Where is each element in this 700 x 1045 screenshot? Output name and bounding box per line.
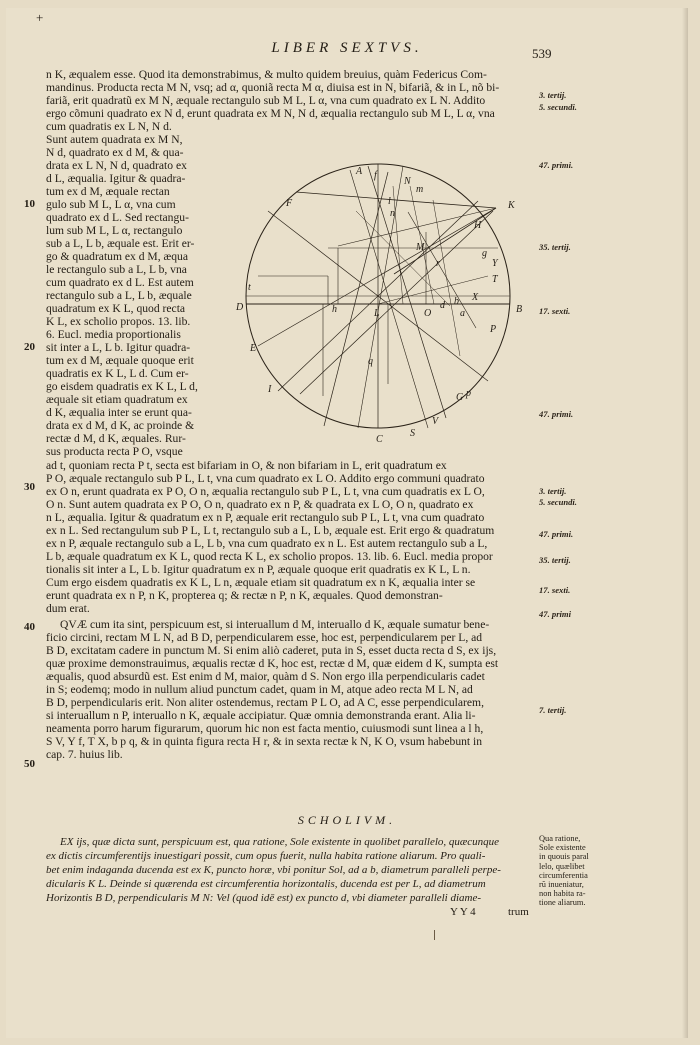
running-head: LIBER SEXTVS. <box>271 40 423 56</box>
margin-reference: 47. primi <box>539 609 571 619</box>
text-line: d L, æqualia. Igitur & quadra- <box>46 172 186 185</box>
line-number: 20 <box>24 341 35 353</box>
line-number: 40 <box>24 621 35 633</box>
margin-reference: 5. secundi. <box>539 497 577 507</box>
figure-label: f <box>374 170 377 181</box>
figure-label: L <box>374 308 380 319</box>
text-line: tum ex d M, æquale quoque erit <box>46 354 194 367</box>
margin-reference: 35. tertij. <box>539 242 571 252</box>
text-line: go eisdem quadratis ex K L, L d, <box>46 380 198 393</box>
figure-label: r <box>436 258 440 269</box>
text-line: Sunt autem quadrata ex M N, <box>46 133 183 146</box>
text-line: QVÆ cum ita sint, perspicuum est, si interuallum d M, interuallo d K, æquale sumatur bene- <box>60 618 490 631</box>
figure-label: p <box>466 388 471 399</box>
text-line: cap. 7. huius lib. <box>46 748 123 761</box>
margin-reference: 7. tertij. <box>539 705 567 715</box>
text-line: neamenta porro harum figurarum, quorum hic non est facta mentio, cuiusmodi sunt linea a l h, <box>46 722 484 735</box>
text-line: L b, æquale quadratum ex K L, quod recta K L, ex scholio propos. 13. lib. 6. Eucl. media propor <box>46 550 493 563</box>
catchword: trum <box>508 906 529 918</box>
text-line: dum erat. <box>46 602 90 615</box>
text-line: d K, æqualia inter se erunt qua- <box>46 406 192 419</box>
margin-reference: 3. tertij. <box>539 90 567 100</box>
book-page <box>6 8 688 1038</box>
text-line: sub a L, L b, æquale est. Erit er- <box>46 237 195 250</box>
margin-reference: 35. tertij. <box>539 555 571 565</box>
figure-label: S <box>410 428 415 439</box>
page-number: 539 <box>532 46 552 61</box>
text-line: si interuallum n P, interuallo n K, æquale accipiatur. Quæ omnia demonstranda erant. Alia li- <box>46 709 476 722</box>
text-line: tum ex d M, æquale rectan <box>46 185 170 198</box>
text-line: quadratis ex K L, L d. Cum er- <box>46 367 189 380</box>
signature-mark: Y Y 4 <box>450 906 476 918</box>
text-line: ad t, quoniam recta P t, secta est bifariam in O, & non bifariam in L, erit quadratum ex <box>46 459 447 472</box>
text-line: S V, Y f, T X, b p q, & in quinta figura recta H r, & in sexta rectæ k N, K O, vsum habebunt in <box>46 735 483 748</box>
figure-label: O <box>424 308 432 319</box>
text-line: drata ex L N, N d, quadrato ex <box>46 159 187 172</box>
figure-label: M <box>416 242 425 253</box>
text-line: lum sub M L, L α, rectangulo <box>46 224 183 237</box>
figure-label: H <box>474 220 482 231</box>
text-line: æqualis, quod absurdũ est. Est enim d M, maior, quàm d S. Non ergo illa perpendicularis cadet <box>46 670 485 683</box>
figure-label: C <box>376 434 383 445</box>
line-number: 10 <box>24 198 35 210</box>
geometric-diagram <box>228 156 538 446</box>
scholium-side-note: Qua ratione, Sole existente in quouis paral lelo, quælibet circumferentia rũ inueniatur, non habita ra- tione aliarum. <box>539 834 589 908</box>
scholium-line: EX ijs, quæ dicta sunt, perspicuum est, qua ratione, Sole existente in quolibet parallelo, quæcunque <box>60 836 500 848</box>
text-line: O n. Sunt autem quadrata ex P O, O n, quadrato ex n P, & quadrata ex L O, O n, quadrato ex <box>46 498 474 511</box>
text-line: n L, æqualia. Igitur & quadratum ex n P, æquale erit rectangulo sub P L, L t, vna cum quadrato <box>46 511 485 524</box>
text-line: mandinus. Producta recta M N, vsq; ad α, quoniã recta M α, diuisa est in N, bifariã, & in L, nõ bi- <box>46 81 500 94</box>
figure-label: I <box>268 384 272 395</box>
figure-label: E <box>250 343 257 354</box>
figure-label: h <box>332 304 337 315</box>
text-line: in S; eodemq; modo in nullum aliud punctum cadet, quam in M, atque adeo recta M L N, ad <box>46 683 473 696</box>
margin-reference: 3. tertij. <box>539 486 567 496</box>
text-line: ex n L. Sed rectangulum sub P L, L t, rectangulo sub a L, L b, æquale est. Erit ergo & quadratum <box>46 524 495 537</box>
figure-label: D <box>236 302 244 313</box>
text-line: drata ex d M, d K, ac proinde & <box>46 419 195 432</box>
text-line: cum quadratis ex L N, N d. <box>46 120 172 133</box>
figure-label: G <box>456 392 464 403</box>
text-line: P O, æquale rectangulo sub P L, L t, vna cum quadrato ex L O. Addito ergo communi quadrato <box>46 472 485 485</box>
text-line: rectæ d M, d K, æquales. Rur- <box>46 432 186 445</box>
scholium-line: dicularis K L. Deinde si quærenda est circumferentia horizontalis, ducenda est per L, ad diametrum <box>46 878 486 890</box>
text-line: B D, excitatam cadere in punctum M. Si enim aliò caderet, puta in S, esset ducta recta d S, ex ijs, <box>46 644 497 657</box>
text-line: K L, ex scholio propos. 13. lib. <box>46 315 191 328</box>
figure-label: N <box>404 176 411 187</box>
scholium-line: bet enim indaganda ducenda est ex K, puncto horæ, vbi ponitur Sol, ad a b, diametrum paralleli perpe- <box>46 864 501 876</box>
text-line: 6. Eucl. media proportionalis <box>46 328 181 341</box>
tick-mark <box>434 930 443 940</box>
figure-label: b <box>454 296 459 307</box>
figure-label: l <box>388 196 391 207</box>
text-line: sit inter a L, L b. Igitur quadra- <box>46 341 191 354</box>
figure-label: a <box>460 308 465 319</box>
text-line: go & quadratum ex d M, æqua <box>46 250 189 263</box>
line-number: 50 <box>24 758 35 770</box>
margin-reference: 47. primi. <box>539 160 574 170</box>
text-line: Cum ergo eisdem quadratis ex K L, L n, æquale etiam sit quadratum ex n K, æqualia inter se <box>46 576 476 589</box>
figure-label: d <box>440 300 445 311</box>
text-line: ex n P, æquale rectangulo sub a L, L b, vna cum quadrato ex n L. Est autem rectangulo sub a L, <box>46 537 488 550</box>
text-line: n K, æqualem esse. Quod ita demonstrabimus, & multo quidem breuius, quàm Federicus Com- <box>46 68 487 81</box>
figure-label: q <box>368 356 373 367</box>
scholium-line: Horizontis B D, perpendicularis M N: Vel (quod idē est) ex puncto d, vbi diameter paralleli diame- <box>46 892 482 904</box>
text-line: le rectangulo sub a L, L b, vna <box>46 263 187 276</box>
margin-reference: 5. secundi. <box>539 102 577 112</box>
text-line: quadratum ex K L, quod recta <box>46 302 186 315</box>
text-line: ergo cõmuni quadrato ex N d, erunt quadrata ex M N, N d, æqualia rectangulo sub M L, L α, vna <box>46 107 495 120</box>
corner-mark: + <box>36 10 44 25</box>
margin-reference: 47. primi. <box>539 409 574 419</box>
text-line: rectangulo sub a L, L b, æquale <box>46 289 192 302</box>
figure-label: P <box>490 324 497 335</box>
figure-label: t <box>248 282 251 293</box>
text-line: tionalis sit inter a L, L b. Igitur quadratum ex n P, æquale quoque erit quadratis ex K L, L n. <box>46 563 471 576</box>
text-line: gulo sub M L, L α, vna cum <box>46 198 176 211</box>
text-line: fariã, erit quadratũ ex M N, æquale rectangulo sub M L, L α, vna cum quadrato ex L N. Addito <box>46 94 486 107</box>
margin-reference: 17. sexti. <box>539 306 571 316</box>
figure-label: m <box>416 184 424 195</box>
scholium-heading: SCHOLIVM. <box>297 813 397 827</box>
figure-label: A <box>356 166 363 177</box>
figure-label: T <box>492 274 498 285</box>
margin-reference: 17. sexti. <box>539 585 571 595</box>
text-line: æquale sit etiam quadratum ex <box>46 393 188 406</box>
text-line: N d, quadrato ex d M, & qua- <box>46 146 184 159</box>
figure-label: Y <box>492 258 498 269</box>
figure-label: g <box>482 248 487 259</box>
text-line: ex O n, erunt quadrata ex P O, O n, æqualia rectangulo sub P L, L t, vna cum quadratis ex L O, <box>46 485 485 498</box>
text-line: sus producta recta P O, vsque <box>46 445 183 458</box>
figure-label: F <box>286 198 293 209</box>
margin-reference: 47. primi. <box>539 529 574 539</box>
text-line: erunt quadrata ex n P, n K, propterea q; & rectæ n P, n K, æquales. Quod demonstran- <box>46 589 443 602</box>
text-line: quadrato ex d L. Sed rectangu- <box>46 211 189 224</box>
figure-label: K <box>508 200 515 211</box>
line-number: 30 <box>24 481 35 493</box>
figure-label: n <box>390 208 395 219</box>
figure-label: B <box>516 304 523 315</box>
scholium-line: ex dictis circumferentijs inuestigari possit, cum opus fuerit, nulla habita ratione aliarum. Pro quali- <box>46 850 486 862</box>
figure-label: X <box>472 292 479 303</box>
text-line: quæ proxime demonstrauimus, æqualis rectæ d K, hoc est, rectæ d M, quæ eidem d K, sumpta est <box>46 657 499 670</box>
text-line: cum quadrato ex d L. Est autem <box>46 276 194 289</box>
text-line: B D, perpendicularis erit. Non aliter ostendemus, rectam P L O, ad A C, esse perpendicularem, <box>46 696 484 709</box>
text-line: ficio circini, rectam M L N, ad B D, perpendicularem esse, hoc est, perpendicularem per L, ad <box>46 631 483 644</box>
figure-label: V <box>432 416 439 427</box>
